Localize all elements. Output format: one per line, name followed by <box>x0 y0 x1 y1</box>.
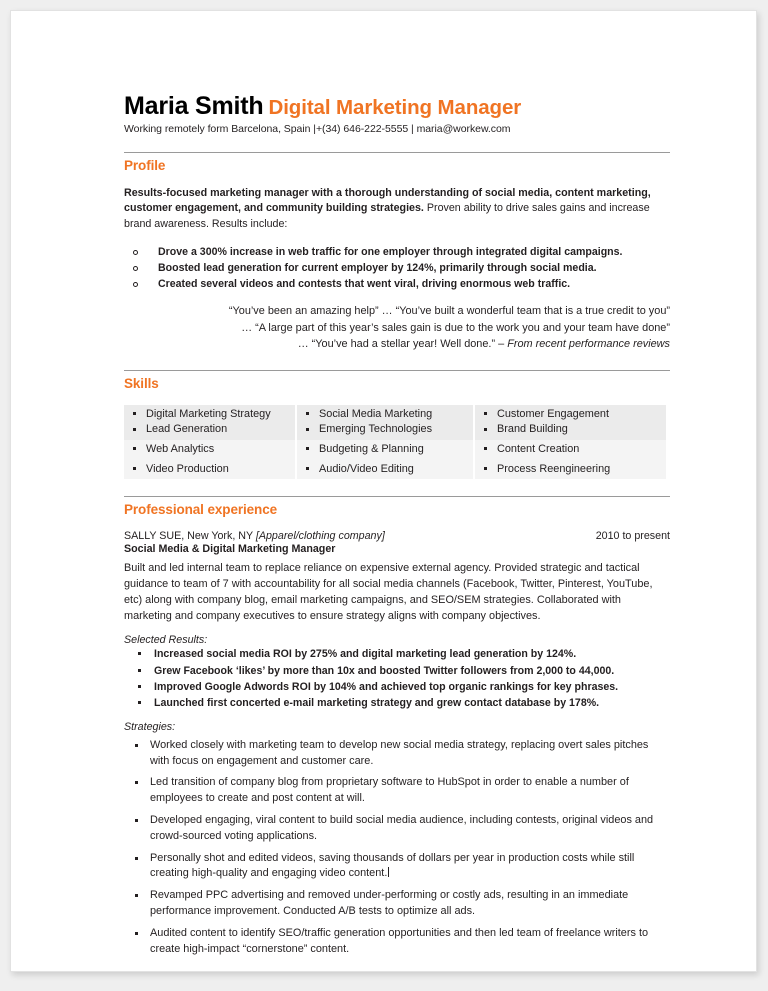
text-cursor <box>388 867 389 877</box>
quote-line-text: … “You’ve had a stellar year! Well done.” – <box>297 338 508 351</box>
list-item: Worked closely with marketing team to develop new social media strategy, replacing overt sales pitches with focus on engagement and customer care. <box>124 738 670 770</box>
job-company-name: SALLY SUE, New York, NY <box>124 530 256 543</box>
resume-page <box>10 10 757 972</box>
profile-summary-rest: Proven ability to drive sales gains and increase brand awareness. Results include: <box>124 202 650 230</box>
list-item: Brand Building <box>475 422 666 438</box>
candidate-name: Maria Smith <box>124 92 264 120</box>
table-row <box>124 440 666 460</box>
table-cell <box>124 440 296 460</box>
resume-header <box>124 93 670 119</box>
experience-section-title: Professional experience <box>124 502 278 518</box>
table-cell <box>296 440 474 460</box>
skill-list <box>475 442 666 458</box>
testimonial-quotes <box>124 303 670 353</box>
list-item: Digital Marketing Strategy <box>124 407 295 423</box>
list-item: Grew Facebook ‘likes’ by more than 10x and boosted Twitter followers from 2,000 to 44,000. <box>124 663 670 679</box>
table-cell <box>296 460 474 480</box>
skill-list <box>124 407 295 438</box>
table-cell <box>474 460 666 480</box>
skills-section <box>124 370 670 479</box>
quote-attribution: From recent performance reviews <box>507 338 670 351</box>
list-item: Budgeting & Planning <box>297 442 473 458</box>
skill-list <box>124 442 295 458</box>
quote-line: “You’ve been an amazing help” … “You’ve built a wonderful team that is a true credit to you” <box>228 305 670 318</box>
strategies-list <box>124 738 670 958</box>
profile-bullet-list <box>124 244 670 292</box>
list-item: Video Production <box>124 462 295 478</box>
list-item: Developed engaging, viral content to build social media audience, including contests, original videos and crowd-sourced voting applications. <box>124 813 670 845</box>
profile-summary <box>124 186 670 232</box>
profile-summary-bold: Results-focused marketing manager with a thorough understanding of social media, content marketing, customer engagement, and community building strategies. <box>124 187 651 215</box>
job-company <box>124 530 385 542</box>
job-dates: 2010 to present <box>595 530 670 543</box>
skill-list <box>475 407 666 438</box>
table-cell <box>124 460 296 480</box>
list-item: Drove a 300% increase in web traffic for one employer through integrated digital campaigns. <box>124 244 670 260</box>
job-description: Built and led internal team to replace reliance on expensive external agency. Provided strategic and tactical guidance to team of 7 with accountability for all social media channels (Facebook, Twitter, Pinterest, YouTube, etc) along with company blog, email marketing campaigns, and SEO/SEM strategies. Collaborated with marketing and company executives to ensure strategy aligns with company objectives. <box>124 562 653 622</box>
list-item: Launched first concerted e-mail marketing strategy and grew contact database by 178%. <box>124 695 670 711</box>
list-item: Boosted lead generation for current employer by 124%, primarily through social media. <box>124 260 670 276</box>
quote-line: … “A large part of this year’s sales gain is due to the work you and your team have done” <box>241 321 670 334</box>
quote-line <box>146 336 670 353</box>
selected-results-list <box>124 646 670 710</box>
strategies-label: Strategies: <box>124 720 176 733</box>
list-item: Process Reengineering <box>475 462 666 478</box>
table-cell <box>474 440 666 460</box>
table-row <box>124 460 666 480</box>
skill-list <box>475 462 666 478</box>
list-item: Created several videos and contests that went viral, driving enormous web traffic. <box>124 276 670 292</box>
candidate-job-title: Digital Marketing Manager <box>268 96 522 119</box>
job-company-note: [Apparel/clothing company] <box>255 530 385 543</box>
list-item: Web Analytics <box>124 442 295 458</box>
section-divider <box>124 152 670 153</box>
section-divider <box>124 496 670 497</box>
job-role: Social Media & Digital Marketing Manager <box>124 543 336 556</box>
experience-section <box>124 496 670 957</box>
skills-table <box>124 405 666 479</box>
list-item: Revamped PPC advertising and removed under-performing or costly ads, resulting in an immediate performance improvement. Conducted A/B tests to optimize all ads. <box>124 888 670 920</box>
section-divider <box>124 370 670 371</box>
skill-list <box>297 462 473 478</box>
list-item: Audited content to identify SEO/traffic generation opportunities and then led team of freelance writers to create high-impact “cornerstone” content. <box>124 926 670 958</box>
list-item: Content Creation <box>475 442 666 458</box>
list-item <box>124 851 670 883</box>
list-item-text: Personally shot and edited videos, saving thousands of dollars per year in production costs while still creating high-quality and engaging video content. <box>150 851 635 880</box>
skills-section-title: Skills <box>124 375 159 391</box>
skill-list <box>297 407 473 438</box>
table-cell <box>474 405 666 440</box>
list-item: Improved Google Adwords ROI by 104% and achieved top organic rankings for key phrases. <box>124 679 670 695</box>
job-header <box>124 530 670 542</box>
selected-results-label: Selected Results: <box>124 634 208 647</box>
table-cell <box>124 405 296 440</box>
list-item: Social Media Marketing <box>297 407 473 423</box>
contact-line: Working remotely form Barcelona, Spain |+(34) 646-222-5555 | maria@workew.com <box>124 123 511 136</box>
list-item: Led transition of company blog from proprietary software to HubSpot in order to enable a number of employees to create and post content at will. <box>124 775 670 807</box>
resume-content <box>124 93 670 964</box>
list-item: Audio/Video Editing <box>297 462 473 478</box>
table-row <box>124 405 666 440</box>
skill-list <box>124 462 295 478</box>
profile-section <box>124 152 670 353</box>
skill-list <box>297 442 473 458</box>
profile-section-title: Profile <box>124 158 166 174</box>
list-item: Emerging Technologies <box>297 422 473 438</box>
list-item: Customer Engagement <box>475 407 666 423</box>
table-cell <box>296 405 474 440</box>
list-item: Increased social media ROI by 275% and digital marketing lead generation by 124%. <box>124 646 670 662</box>
list-item: Lead Generation <box>124 422 295 438</box>
